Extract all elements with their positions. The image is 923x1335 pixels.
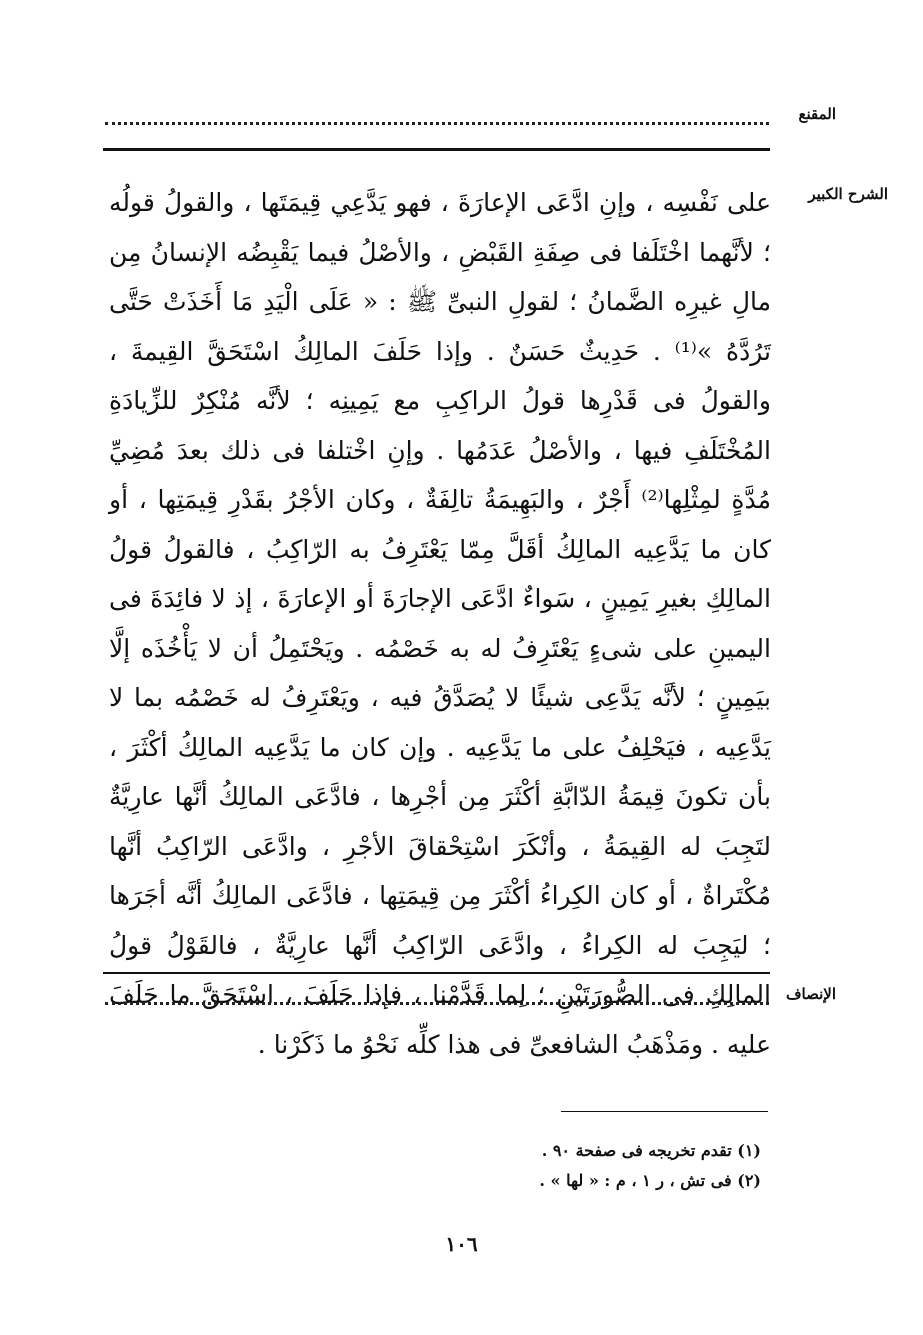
body-paragraph: على نَفْسِه ، وإنِ ادَّعَى الإعارَةَ ، فهو يَدَّعِي قِيمَتَها ، والقولُ قولُه ؛ لأنَّهما اخْتَلَفا فى صِفَةِ القَبْضِ ، والأصْلُ فيما يَقْبِضُه الإنسانُ مِن مالِ غيرِه الضَّمانُ ؛ لقولِ النبىِّ ﷺ : « عَلَى الْيَدِ مَا أَخَذَتْ حَتَّى تَرُدَّهُ »⁽¹⁾ . حَدِيثٌ حَسَنٌ . وإذا حَلَفَ المالِكُ اسْتَحَقَّ القِيمةَ ، والقولُ فى قَدْرِها قولُ الراكِبِ مع يَمِينِه ؛ لأنَّه مُنْكِرٌ للزِّيادَةِ المُخْتَلَفِ فيها ، والأصْلُ عَدَمُها . وإنِ اخْتلفا فى ذلك بعدَ مُضِيِّ مُدَّةٍ لمِثْلِها⁽²⁾ أَجْرٌ ، والبَهِيمَةُ تالِفَةٌ ، وكان الأجْرُ بقَدْرِ قِيمَتِها ، أو كان ما يَدَّعِيه المالِكُ أقَلَّ مِمّا يَعْتَرِفُ به الرّاكِبُ ، فالقولُ قولُ المالِكِ بغيرِ يَمِينٍ ، سَواءٌ ادَّعَى الإجارَةَ أو الإعارَةَ ، إذ لا فائِدَةَ فى اليمينِ على شىءٍ يَعْتَرِفُ له به خَصْمُه . ويَحْتَمِلُ أن لا يَأْخُذَه إلَّا بيَمِينٍ ؛ لأنَّه يَدَّعِى شيئًا لا يُصَدَّقُ فيه ، ويَعْتَرِفُ له خَصْمُه بما لا يَدَّعِيه ، فيَحْلِفُ على ما يَدَّعِيه . وإن كان ما يَدَّعِيه المالِكُ أكْثَرَ ، بأن تكونَ قِيمَةُ الدّابَّةِ أكْثَرَ مِن أجْرِها ، فادَّعَى المالِكُ أنَّها عارِيَّةٌ لتَجِبَ له القِيمَةُ ، وأنْكَرَ اسْتِحْقاقَ الأجْرِ ، وادَّعَى الرّاكِبُ أنَّها مُكْتَراةٌ ، أو كان الكِراءُ أكْثَرَ مِن قِيمَتِها ، فادَّعَى المالِكُ أنَّه أجَرَها ؛ ليَجِبَ له الكِراءُ ، وادَّعَى الرّاكِبُ أنَّها عارِيَّةٌ ، فالقَوْلُ قولُ المالِكِ فى الصُّورَتَيْنِ ؛ لِما قَدَّمْنا ، فإذا حَلَفَ ، اسْتَحَقَّ ما حَلَفَ عليه . ومَذْهَبُ الشافعىِّ فى هذا كلِّه نَحْوُ ما ذَكَرْنا . [109,188,772,1059]
insaf-dotted-leader [105,1002,769,1005]
body-text [109,178,771,1069]
footnote-1: (١) تقدم تخريجه فى صفحة ٩٠ . [541,1141,761,1160]
header-dotted-leader [105,122,769,125]
footnote-2: (٢) فى تش ، ر ١ ، م : « لها » . [539,1171,761,1190]
page-number: ١٠٦ [445,1232,478,1256]
insaf-section-label: الإنصاف [785,985,836,1003]
footnotes [161,1136,761,1196]
header-rule [103,148,770,151]
section-divider-rule [103,972,770,974]
sharh-section-label: الشرح الكبير [808,185,888,203]
header-label: المقنع [798,105,836,123]
footnote-separator [561,1111,768,1112]
